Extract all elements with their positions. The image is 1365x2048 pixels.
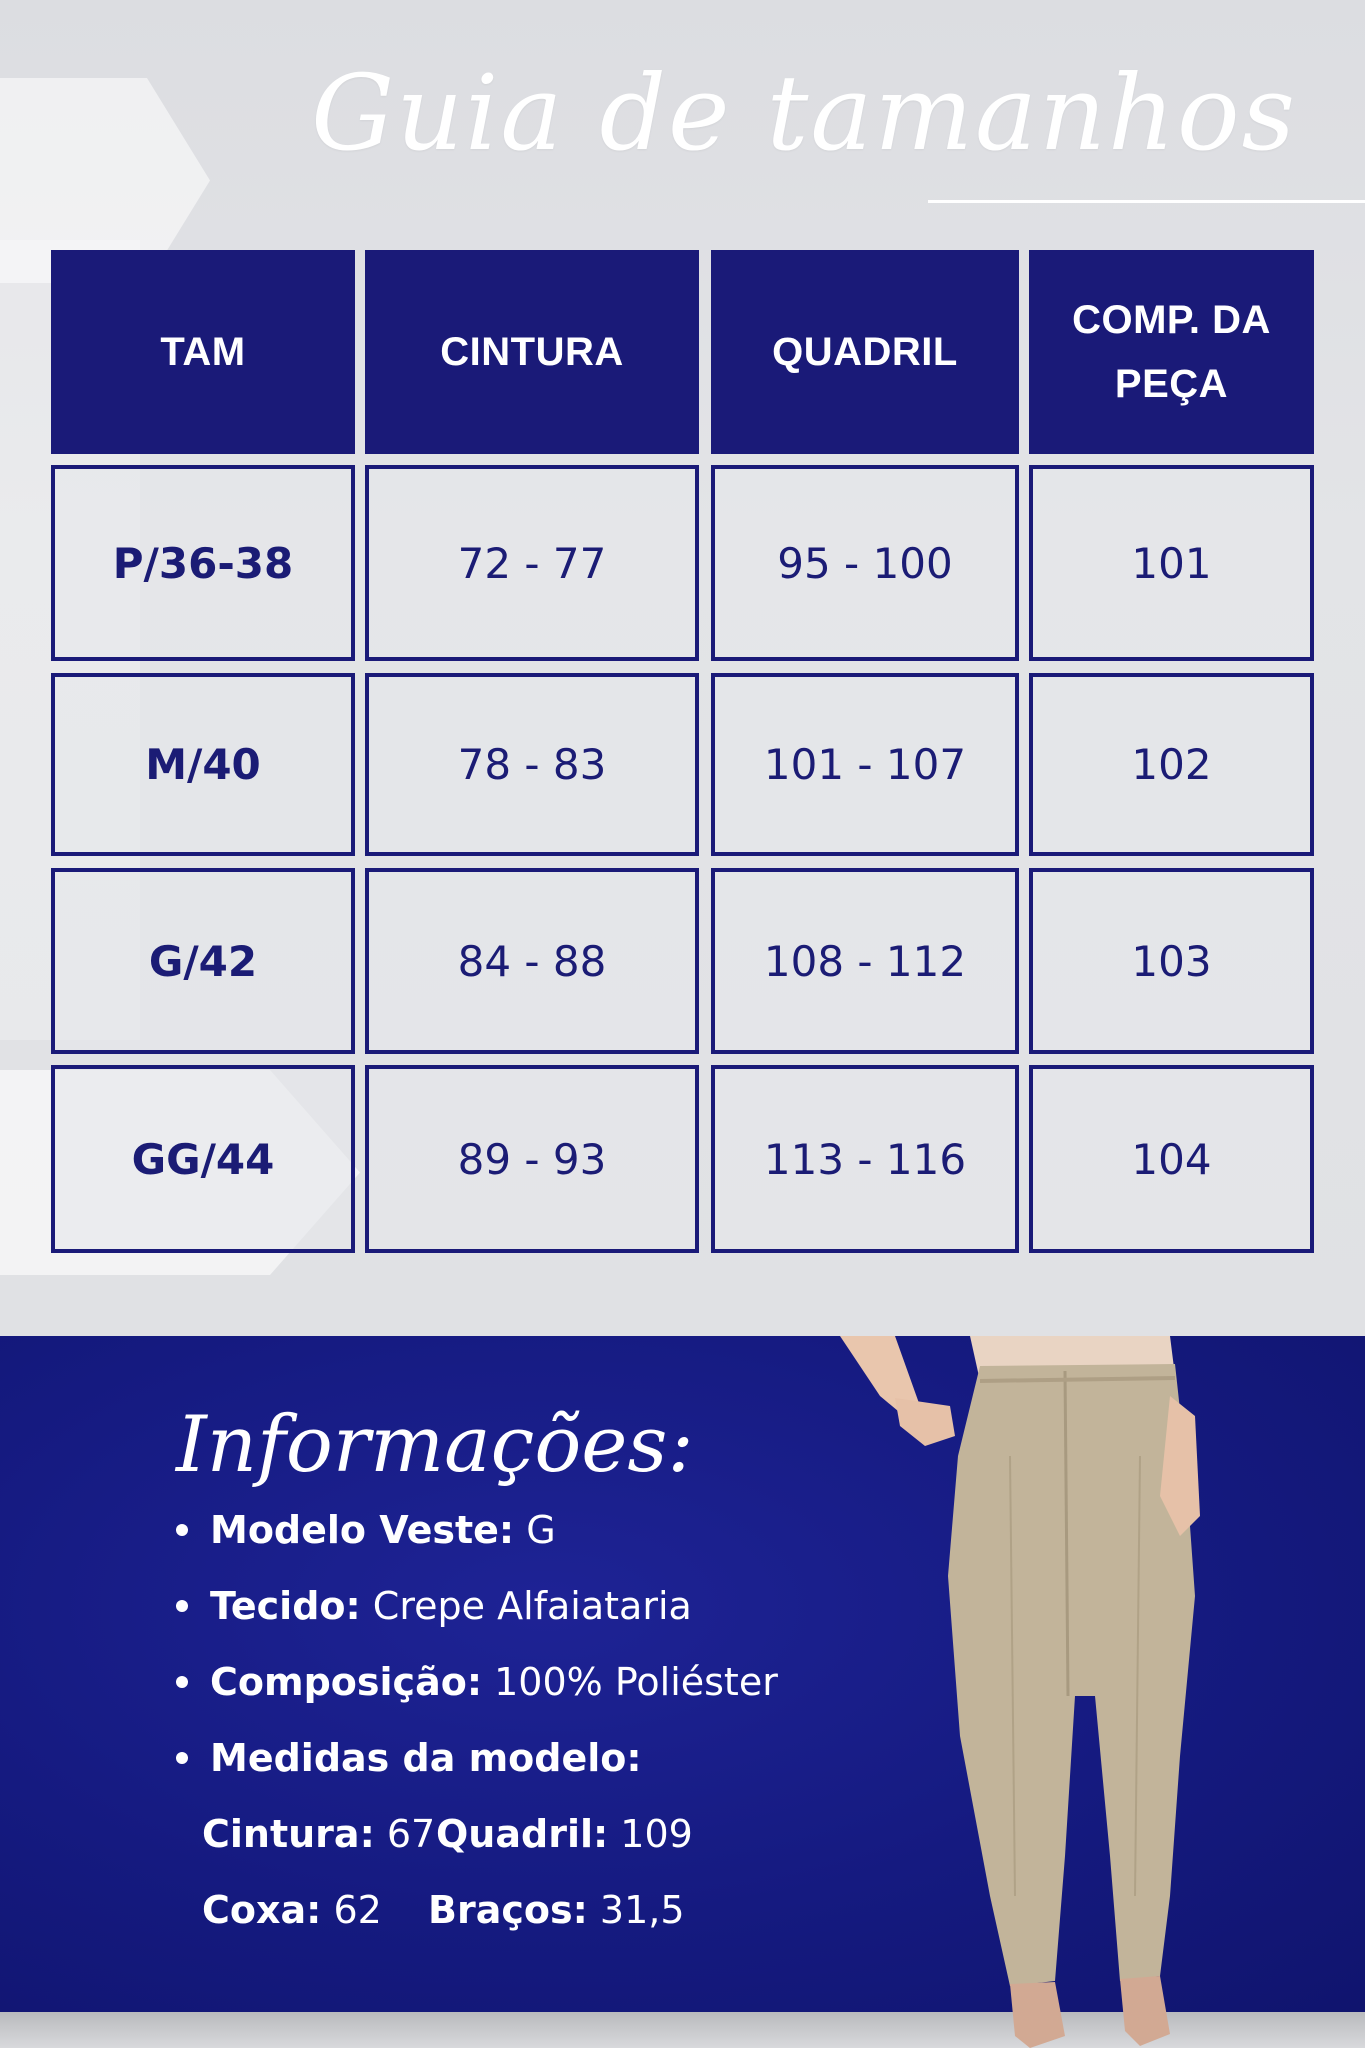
measurement-label: Cintura: — [202, 1812, 375, 1856]
header-comp-peca: COMP. DA PEÇA — [1029, 250, 1314, 454]
measurement-bracos — [428, 1880, 685, 1940]
info-item-composicao — [176, 1652, 778, 1712]
table-cell-size: M/40 — [51, 673, 355, 856]
info-label: Tecido: — [210, 1584, 361, 1628]
bullet-icon — [176, 1600, 188, 1612]
table-cell-quadril: 101 - 107 — [711, 673, 1019, 856]
table-cell-cintura: 72 - 77 — [365, 465, 699, 661]
title-underline — [928, 200, 1365, 203]
table-cell-comp: 104 — [1029, 1065, 1314, 1253]
info-value: 100% Poliéster — [494, 1660, 778, 1704]
page-title: Guia de tamanhos — [311, 52, 1297, 174]
bullet-icon — [176, 1676, 188, 1688]
table-cell-cintura: 89 - 93 — [365, 1065, 699, 1253]
table-cell-cintura: 78 - 83 — [365, 673, 699, 856]
table-cell-size: GG/44 — [51, 1065, 355, 1253]
measurement-cintura — [202, 1804, 435, 1864]
model-photo — [840, 1336, 1200, 2048]
info-label: Composição: — [210, 1660, 483, 1704]
table-cell-comp: 103 — [1029, 868, 1314, 1054]
measurement-label: Coxa: — [202, 1888, 322, 1932]
table-cell-size: G/42 — [51, 868, 355, 1054]
measurement-value: 67 — [386, 1812, 436, 1856]
measurement-quadril — [436, 1804, 693, 1864]
measurement-value: 31,5 — [599, 1888, 685, 1932]
header-tam: TAM — [51, 250, 355, 454]
table-cell-quadril: 95 - 100 — [711, 465, 1019, 661]
table-cell-comp: 101 — [1029, 465, 1314, 661]
measurement-value: 62 — [333, 1888, 382, 1932]
bullet-icon — [176, 1524, 188, 1536]
header-quadril: QUADRIL — [711, 250, 1019, 454]
size-table — [51, 250, 1314, 1253]
info-item-tecido — [176, 1576, 692, 1636]
info-title: Informações: — [176, 1400, 694, 1490]
table-cell-quadril: 108 - 112 — [711, 868, 1019, 1054]
measurement-coxa — [202, 1880, 382, 1940]
header-cintura: CINTURA — [365, 250, 699, 454]
measurement-value: 109 — [620, 1812, 693, 1856]
bullet-icon — [176, 1752, 188, 1764]
info-label: Modelo Veste: — [210, 1508, 515, 1552]
info-label: Medidas da modelo: — [210, 1736, 642, 1780]
info-value: G — [526, 1508, 556, 1552]
table-cell-comp: 102 — [1029, 673, 1314, 856]
table-cell-size: P/36-38 — [51, 465, 355, 661]
info-value: Crepe Alfaiataria — [372, 1584, 692, 1628]
measurement-label: Quadril: — [436, 1812, 609, 1856]
info-item-medidas — [176, 1728, 642, 1788]
table-cell-cintura: 84 - 88 — [365, 868, 699, 1054]
info-item-modelo — [176, 1500, 556, 1560]
table-cell-quadril: 113 - 116 — [711, 1065, 1019, 1253]
measurement-label: Braços: — [428, 1888, 588, 1932]
